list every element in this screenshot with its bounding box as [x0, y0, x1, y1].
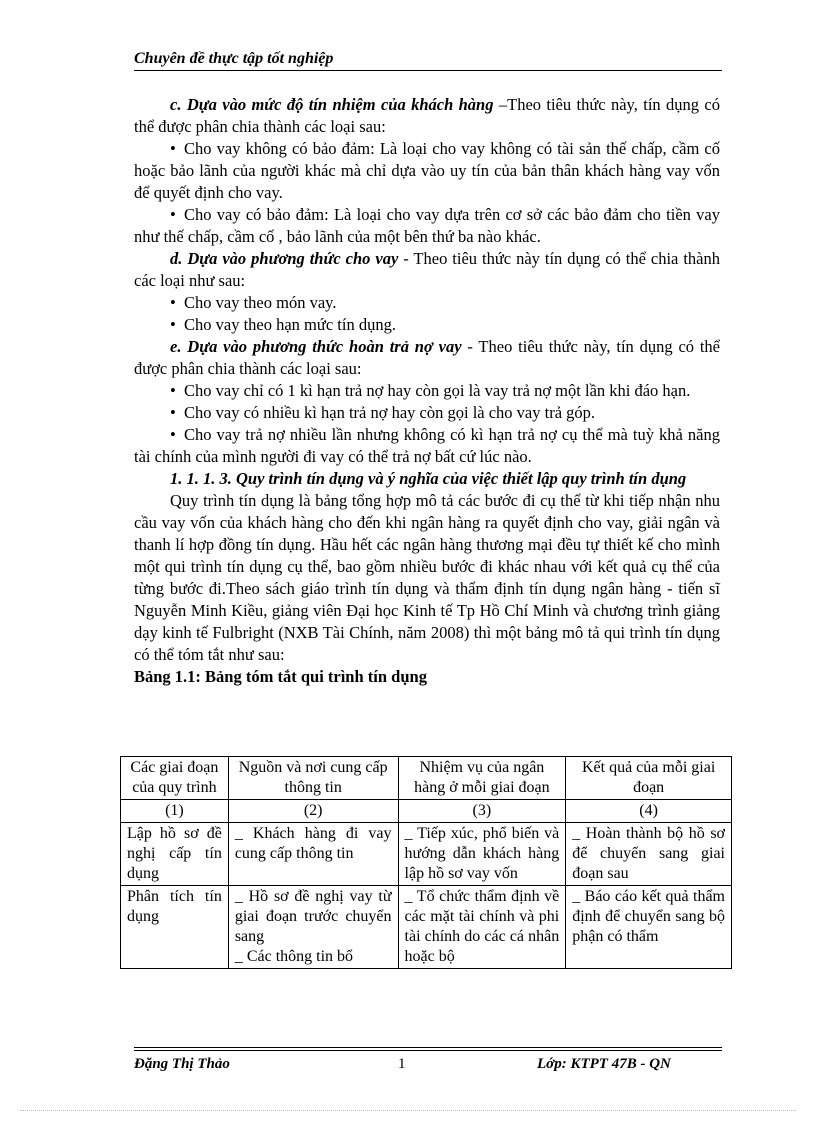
paragraph-c — [134, 94, 720, 138]
bullet-icon: • — [170, 425, 176, 444]
bullet-icon: • — [170, 139, 176, 158]
section-heading: 1. 1. 1. 3. Quy trình tín dụng và ý nghĩa của việc thiết lập quy trình tín dụng — [170, 469, 687, 488]
list-item: • Cho vay có bảo đảm: Là loại cho vay dựa trên cơ sở các bảo đảm cho tiền vay như thế chấp, cầm cố , bảo lãnh của một bên thứ ba nào khác. — [134, 205, 720, 246]
bullet-icon: • — [170, 381, 176, 400]
table-caption: Bảng 1.1: Bảng tóm tắt qui trình tín dụng — [134, 667, 427, 686]
column-number: (1) — [121, 800, 229, 823]
heading-e: e. Dựa vào phương thức hoàn trả nợ vay — [170, 337, 462, 356]
bullet-icon: • — [170, 403, 176, 422]
table-cell: _ Hoàn thành bộ hồ sơ để chuyển sang giai đoạn sau — [566, 823, 732, 886]
list-item: • Cho vay không có bảo đảm: Là loại cho vay không có tài sản thế chấp, cầm cố hoặc bảo lãnh của người khác mà chỉ dựa vào uy tín của bản thân khách hàng vay vốn để quyết định cho vay. — [134, 139, 720, 202]
paragraph-d — [134, 248, 720, 292]
column-number: (3) — [398, 800, 566, 823]
credit-process-table — [120, 756, 732, 969]
footer-author: Đặng Thị Thảo — [134, 1056, 230, 1072]
table-cell: _ Tiếp xúc, phổ biến và hướng dẫn khách hàng lập hồ sơ vay vốn — [398, 823, 566, 886]
list-item: • Cho vay theo món vay. — [170, 293, 337, 312]
text-c: –Theo tiêu thức này, tín dụng có thể được phân chia thành các loại sau: — [134, 95, 720, 136]
header-title: Chuyên đề thực tập tốt nghiệp — [134, 50, 334, 67]
table-cell: Lập hồ sơ đề nghị cấp tín dụng — [121, 823, 229, 886]
bullet-icon: • — [170, 315, 176, 334]
heading-c: c. Dựa vào mức độ tín nhiệm của khách hàng — [170, 95, 494, 114]
text-d: - Theo tiêu thức này tín dụng có thể chia thành các loại như sau: — [134, 249, 720, 290]
text-e: - Theo tiêu thức này, tín dụng có thể được phân chia thành các loại sau: — [134, 337, 721, 378]
table-cell: _ Khách hàng đi vay cung cấp thông tin — [228, 823, 398, 886]
table-header-cell: Nguồn và nơi cung cấp thông tin — [228, 757, 398, 800]
paragraph-e — [134, 336, 720, 380]
page-edge-divider — [20, 1110, 796, 1111]
list-item: • Cho vay theo hạn mức tín dụng. — [170, 315, 396, 334]
page-number: 1 — [398, 1056, 406, 1072]
heading-d: d. Dựa vào phương thức cho vay — [170, 249, 399, 268]
table-row — [121, 823, 732, 886]
list-item: • Cho vay trả nợ nhiều lần nhưng không có kì hạn trả nợ cụ thể mà tuỳ khả năng tài chính của mình người đi vay có thể trả nợ bất cứ lúc nào. — [134, 425, 720, 466]
table-cell: Phân tích tín dụng — [121, 886, 229, 969]
bullet-icon: • — [170, 205, 176, 224]
table-header-cell: Kết quả của mỗi giai đoạn — [566, 757, 732, 800]
list-item: • Cho vay có nhiều kì hạn trả nợ hay còn gọi là cho vay trả góp. — [170, 403, 596, 422]
table-cell: _ Tổ chức thẩm định về các mặt tài chính và phi tài chính do các cá nhân hoặc bộ — [398, 886, 566, 969]
list-item: • Cho vay chỉ có 1 kì hạn trả nợ hay còn gọi là vay trả nợ một lần khi đáo hạn. — [170, 381, 691, 400]
table-header-row — [121, 757, 732, 800]
table-number-row — [121, 800, 732, 823]
table-header-cell: Các giai đoạn của quy trình — [121, 757, 229, 800]
footer-divider — [134, 1050, 722, 1051]
footer-class: Lớp: KTPT 47B - QN — [537, 1056, 671, 1072]
table-row — [121, 886, 732, 969]
table-cell: _ Báo cáo kết quả thẩm định để chuyển sang bộ phận có thẩm — [566, 886, 732, 969]
section-paragraph: Quy trình tín dụng là bảng tổng hợp mô tả các bước đi cụ thể từ khi tiếp nhận nhu cầu vay vốn của khách hàng cho đến khi ngân hàng ra quyết định cho vay, giải ngân và thanh lí hợp đồng tín dụng. Hầu hết các ngân hàng thương mại đều tự thiết kế cho mình một qui trình tín dụng cụ thể, bao gồm nhiều bước đi khác nhau với kết quả cụ thể của từng bước đi.Theo sách giáo trình tín dụng và thẩm định tín dụng ngân hàng - tiến sĩ Nguyễn Minh Kiều, giảng viên Đại học Kinh tế Tp Hồ Chí Minh và chương trình giảng dạy kinh tế Fulbright (NXB Tài Chính, năm 2008) thì một bảng mô tả qui trình tín dụng có thể tóm tắt như sau: — [134, 491, 720, 664]
table-cell: _ Hồ sơ đề nghị vay từ giai đoạn trước chuyển sang _ Các thông tin bổ — [228, 886, 398, 969]
document-body — [134, 94, 720, 688]
footer-divider — [134, 1047, 722, 1048]
column-number: (4) — [566, 800, 732, 823]
bullet-icon: • — [170, 293, 176, 312]
column-number: (2) — [228, 800, 398, 823]
page-header — [134, 50, 722, 71]
table-header-cell: Nhiệm vụ của ngân hàng ở mỗi giai đoạn — [398, 757, 566, 800]
